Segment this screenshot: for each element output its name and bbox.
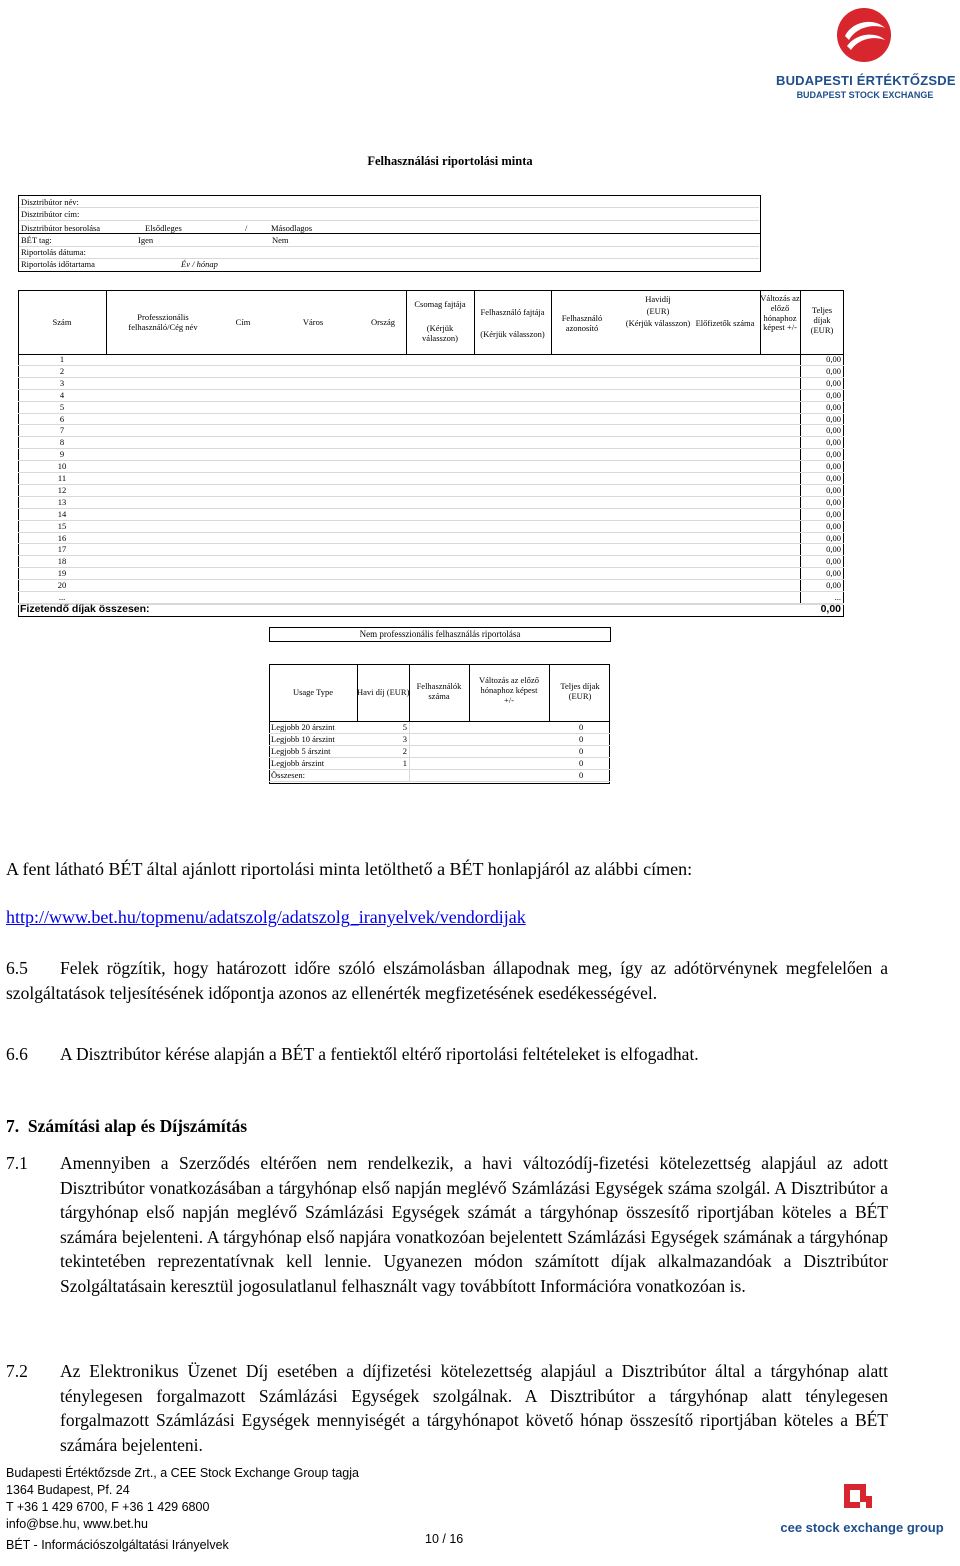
nonpro-header-teljes: Teljes díjak (EUR) [560,681,600,701]
row-number: 17 [57,544,67,555]
info-date-label: Riportolás dátuma: [21,247,86,257]
nonpro-row [269,722,610,734]
col-header-csomag: Csomag fajtája [414,299,466,309]
page-number: 10 / 16 [425,1532,464,1546]
bse-logo [770,0,955,110]
row-number: 16 [57,532,67,543]
col-header-fh-fajta: Felhasználó fajtája [480,307,545,317]
table-row [18,449,844,461]
paragraph-download: A fent látható BÉT által ajánlott riportolási minta letölthető a BÉT honlapjáról az alábbi címen: [6,859,693,879]
row-total-fee: 0,00 [826,508,841,519]
table-row [18,521,844,533]
footer-line-2: 1364 Budapest, Pf. 24 [6,1483,130,1497]
info-class-label: Disztribútor besorolása [21,223,101,233]
row-number: 3 [59,377,65,388]
table-row [18,580,844,592]
nonpro-header-valtozas: Változás az előző hónaphoz képest +/- [479,675,539,705]
footer-line-3: T +36 1 429 6700, F +36 1 429 6800 [6,1500,210,1514]
section-6-6-text: A Disztribútor kérése alapján a BÉT a fentiektől eltérő riportolási feltételeket is elfogadhat. [60,1044,699,1064]
nonpro-row-total: 0 [579,770,584,780]
row-number: 1 [59,354,65,364]
nonpro-row-total: 0 [579,746,584,756]
table-row [18,414,844,426]
row-number: 13 [57,496,67,507]
usage-report-table [18,290,844,617]
section-7-2-text: Az Elektronikus Üzenet Díj esetében a díjfizetési kötelezettség alapjául a Disztribútor által a tárgyhónap alatt ténylegesen forgalmazott Számlázási Egységek szolgálnak. A Disztribútor a tárgyhónap alatt ténylegesen forgalmazott Számlázási Egységek mennyiségét a tárgyhónapot követő hónap összesítő riportjában köteles a BÉT számára bejelenteni. [60,1361,888,1455]
row-total-fee: 0,00 [826,580,841,591]
section-6-6-number: 6.6 [6,1044,28,1064]
row-total-fee: 0,00 [826,437,841,448]
nonpro-row [269,770,610,782]
info-period-label: Riportolás időtartama [21,259,95,269]
table-row [18,509,844,521]
nonpro-row-label: Legjobb 5 árszint [271,746,331,756]
nonpro-title: Nem professzionális felhasználás riportolása [269,627,611,642]
row-number: ... [58,592,66,603]
row-total-fee: 0,00 [826,461,841,472]
row-total-fee: 0,00 [826,568,841,579]
row-number: 4 [59,389,65,400]
info-member-yes: Igen [138,235,154,245]
row-total-fee: 0,00 [826,401,841,412]
col-header-havidij-hint: (Kérjük válasszon) [625,318,691,328]
nonpro-row-fee: 2 [402,746,407,756]
nonpro-row-label: Legjobb árszint [271,758,325,768]
info-class-slash: / [245,223,248,233]
row-total-fee: 0,00 [826,556,841,567]
info-address-label: Disztribútor cím: [21,209,80,219]
table-rows [18,354,844,604]
nonpro-header-havi: Havi díj (EUR) [357,687,410,697]
col-header-orszag: Ország [370,317,396,327]
row-number: 11 [57,473,67,484]
row-number: 19 [57,568,67,579]
col-header-fh-fajta-hint: (Kérjük válasszon) [480,329,545,339]
section-7-2-number: 7.2 [6,1361,28,1381]
row-number: 12 [57,484,67,495]
cee-logo [770,1480,950,1540]
nonpro-row-fee: 3 [402,734,407,744]
table-row [18,390,844,402]
total-label: Fizetendő díjak összesen: [20,603,150,615]
info-member-label: BÉT tag: [21,235,52,245]
nonpro-header-fh-szama: Felhasználók száma [416,681,462,701]
row-number: 2 [59,365,65,376]
info-period-value: Év / hónap [181,259,218,269]
info-name-label: Disztribútor név: [21,197,79,207]
row-total-fee: 0,00 [826,484,841,495]
row-total-fee: 0,00 [826,496,841,507]
col-header-szam: Szám [52,317,72,327]
form-title: Felhasználási riportolási minta [367,154,533,168]
col-header-valtozas: Változás az előző hónaphoz képest +/- [760,293,800,333]
table-row [18,366,844,378]
row-number: 20 [57,580,67,591]
row-total-fee: 0,00 [826,449,841,460]
table-row [18,485,844,497]
nonpro-table [269,664,610,784]
section-6-5-number: 6.5 [6,958,28,978]
footer-address [6,1465,359,1554]
row-total-fee: 0,00 [826,520,841,531]
col-header-havidij-unit: (EUR) [646,306,670,316]
table-row [18,533,844,545]
table-row [18,378,844,390]
row-number: 5 [59,401,65,412]
table-row [18,556,844,568]
row-total-fee: 0,00 [826,544,841,555]
row-number: 9 [59,449,65,460]
row-number: 6 [59,413,65,424]
row-number: 8 [59,437,65,448]
nonpro-header-usage: Usage Type [292,687,334,697]
nonpro-row [269,734,610,746]
row-number: 14 [57,508,67,519]
col-header-prof: Professzionális felhasználó/Cég név [128,312,198,332]
table-row [18,354,844,366]
total-value: 0,00 [820,603,841,615]
row-total-fee: 0,00 [826,354,841,364]
col-header-csomag-hint: (Kérjük válasszon) [422,323,458,343]
download-link[interactable]: http://www.bet.hu/topmenu/adatszolg/adatszolg_iranyelvek/vendordijak [6,907,526,927]
table-row [18,568,844,580]
col-header-varos: Város [302,317,324,327]
nonpro-row-total: 0 [579,734,584,744]
info-member-no: Nem [272,235,289,245]
section-7-1-number: 7.1 [6,1153,28,1173]
nonpro-row [269,758,610,770]
row-number: 10 [57,461,67,472]
row-total-fee: 0,00 [826,413,841,424]
nonpro-row-total: 0 [579,722,584,732]
nonpro-rows [269,722,610,783]
col-header-fh-azon: Felhasználó azonosító [561,313,603,333]
row-number: 7 [59,425,65,436]
row-number: 15 [57,520,67,531]
table-row [18,437,844,449]
table-row [18,497,844,509]
nonpro-row-fee: 1 [402,758,407,768]
nonpro-row-label: Legjobb 10 árszint [271,734,335,744]
table-row [18,425,844,437]
section-7-1-text: Amennyiben a Szerződés eltérően nem rendelkezik, a havi változódíj-fizetési kötelezettség alapjául az adott Disztribútor vonatkozásában a tárgyhónap első napján meglévő Számlázási Egységek száma szolgál. A Disztribútor a tárgyhónap első napján meglévő Számlázási Egységek számát a tárgyhónap összesítő riportjában köteles a BÉT számára bejelenteni. A tárgyhónap első napjára vonatkozóan bejelentett Számlázási Egységek számának a tárgyhónap tekintetében reprezentatívnak kell lennie. Ugyanezen módon számított díjak alkalmazandóak a Disztribútor Szolgáltatásain keresztül jogosulatlanul felhasznált vagy továbbított Információra vonatkozóan is. [60,1153,888,1296]
bse-logo-name: BUDAPESTI ÉRTÉKTŐZSDE [776,73,956,88]
bse-logo-mark-icon [835,6,893,64]
cee-logo-name: cee stock exchange group [780,1520,944,1535]
table-row [18,461,844,473]
row-total-fee: 0,00 [826,532,841,543]
table-row [18,544,844,556]
row-total-fee: 0,00 [826,365,841,376]
row-total-fee: 0,00 [826,389,841,400]
bse-logo-subname: BUDAPEST STOCK EXCHANGE [796,90,934,100]
footer-line-4: info@bse.hu, www.bet.hu [6,1517,148,1531]
row-total-fee: ... [834,592,841,603]
col-header-teljes: Teljes díjak (EUR) [810,305,834,335]
row-total-fee: 0,00 [826,377,841,388]
col-header-havidij: Havidíj [645,294,671,304]
nonpro-row [269,746,610,758]
nonpro-row-fee: 5 [402,722,407,732]
nonpro-row-label: Legjobb 20 árszint [271,722,335,732]
footer-line-5: BÉT - Információszolgáltatási Irányelvek [6,1538,229,1552]
row-total-fee: 0,00 [826,473,841,484]
nonpro-row-total: 0 [579,758,584,768]
table-row [18,473,844,485]
info-class-secondary: Másodlagos [271,223,313,233]
cee-logo-mark-icon [842,1482,876,1512]
col-header-elofizetok: Előfizetők száma [695,318,755,328]
section-6-5-text: Felek rögzítik, hogy határozott időre szóló elszámolásban állapodnak meg, így az adótörvénynek megfelelően a szolgáltatások teljesítésének időpontja azonos az ellenérték megfizetésének esedékességével. [6,958,888,1003]
footer-line-1: Budapesti Értéktőzsde Zrt., a CEE Stock Exchange Group tagja [6,1466,359,1480]
info-class-primary: Elsődleges [145,223,182,233]
section-7-heading: 7. Számítási alap és Díjszámítás [6,1116,248,1136]
row-total-fee: 0,00 [826,425,841,436]
col-header-cim: Cím [235,317,251,327]
row-number: 18 [57,556,67,567]
table-row [18,402,844,414]
nonpro-row-label: Összesen: [271,770,305,780]
